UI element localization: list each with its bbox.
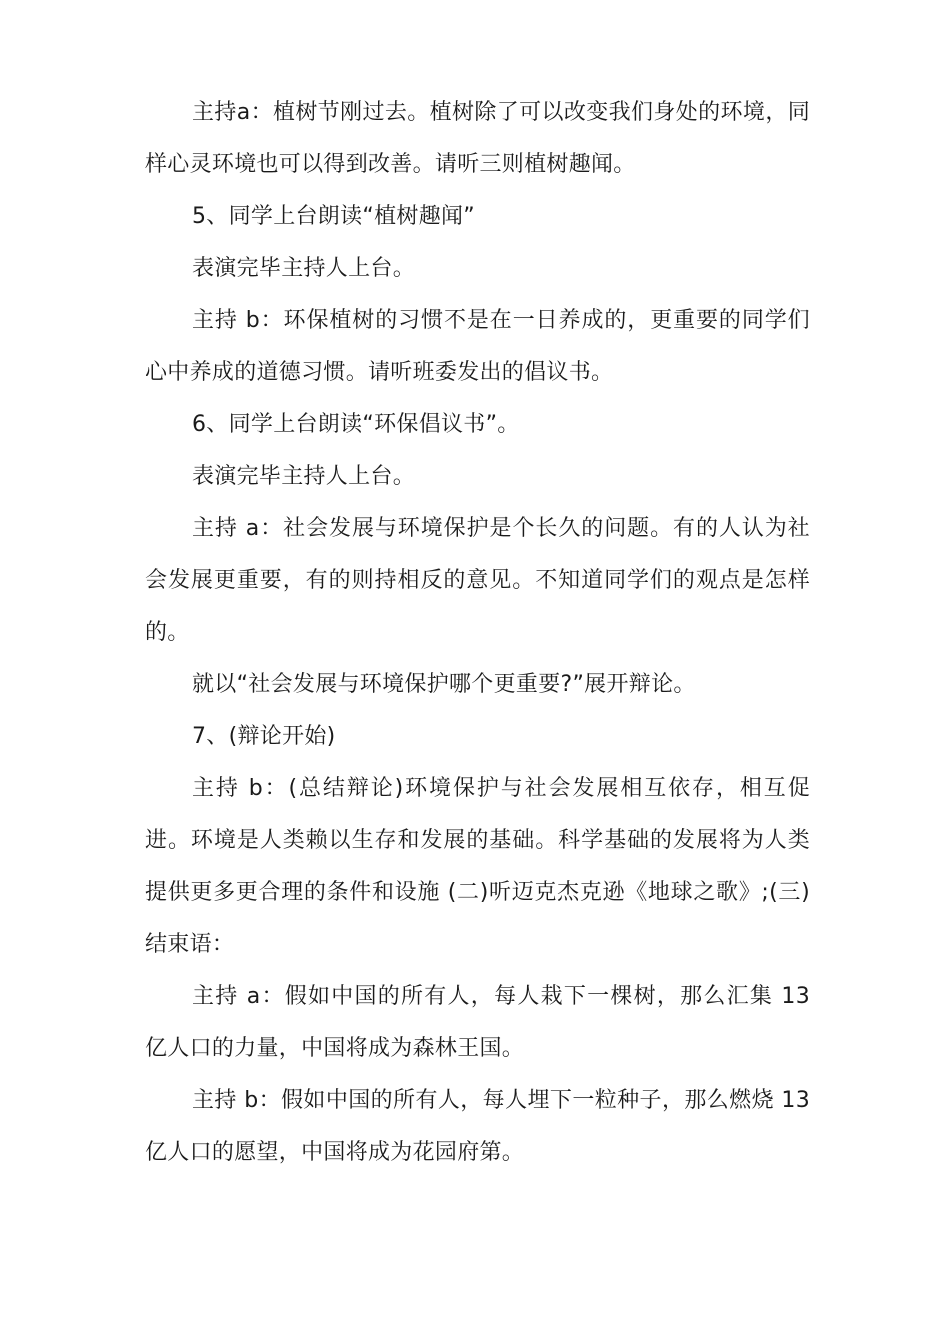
paragraph-host-b-summary: 主持 b：(总结辩论)环境保护与社会发展相互依存，相互促进。环境是人类赖以生存和发展的基础。科学基础的发展将为人类提供更多更合理的条件和设施 (二)听迈克杰克逊《地球之歌》;(三)结束语： bbox=[145, 776, 810, 957]
paragraph-host-a-arbor-day: 主持a：植树节刚过去。植树除了可以改变我们身处的环境，同样心灵环境也可以得到改善。请听三则植树趣闻。 bbox=[145, 100, 810, 177]
paragraph-debate-topic: 就以“社会发展与环境保护哪个更重要?”展开辩论。 bbox=[192, 672, 696, 697]
paragraph-host-on-stage-2: 表演完毕主持人上台。 bbox=[192, 464, 416, 489]
paragraph-host-a-closing: 主持 a：假如中国的所有人，每人栽下一棵树，那么汇集 13 亿人口的力量，中国将成为森林王国。 bbox=[145, 984, 810, 1061]
paragraph-host-b-closing: 主持 b：假如中国的所有人，每人埋下一粒种子，那么燃烧 13 亿人口的愿望，中国将成为花园府第。 bbox=[145, 1088, 810, 1165]
paragraph-item-7: 7、(辩论开始) bbox=[192, 724, 336, 749]
paragraph-item-6: 6、同学上台朗读“环保倡议书”。 bbox=[192, 412, 520, 437]
paragraph-host-b-habits: 主持 b：环保植树的习惯不是在一日养成的，更重要的同学们心中养成的道德习惯。请听班委发出的倡议书。 bbox=[145, 308, 810, 385]
paragraph-host-on-stage-1: 表演完毕主持人上台。 bbox=[192, 256, 416, 281]
paragraph-item-5: 5、同学上台朗读“植树趣闻” bbox=[192, 204, 475, 229]
paragraph-host-a-debate-intro: 主持 a：社会发展与环境保护是个长久的问题。有的人认为社会发展更重要，有的则持相反的意见。不知道同学们的观点是怎样的。 bbox=[145, 516, 810, 645]
document-body bbox=[145, 87, 810, 1179]
